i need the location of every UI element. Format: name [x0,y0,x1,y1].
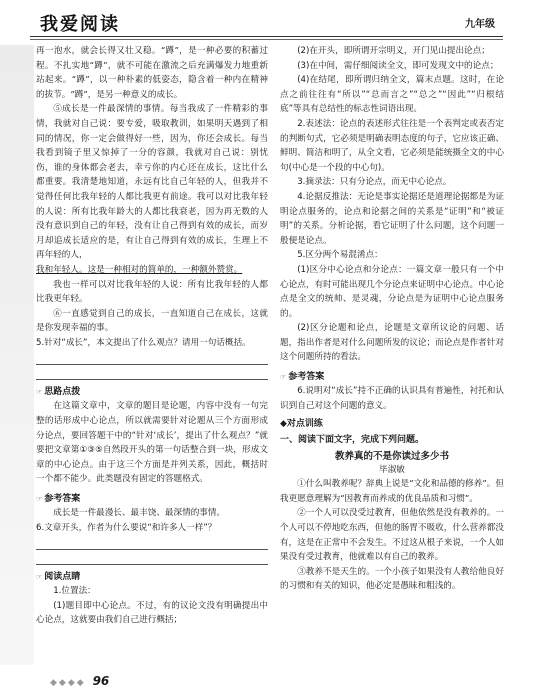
article-title: 教养真的不是你读过多少书 [334,451,449,463]
answer-label: ☞ 参考答案 [280,372,325,383]
marker-icon: ☞ [36,573,43,582]
marker-icon: ☞ [280,373,287,382]
article-para: ②一个人可以没受过教育，但他依然是没有教养的。一个人可以不停地吃东西，但他的肠胃不吸收，什么营养都没有，这是在正常中不会发生。不过这从根子来说，一个人如果没有受过教育，他就难以有自己的教养。 [280,508,504,563]
logo-title: 我爱阅读 [40,14,120,35]
answer-line[interactable] [36,366,268,380]
thinking-label: ☞ 思路点拨 [36,387,81,398]
answer-text: 成长是一件最漫长、最丰饶、最深情的事情。 [53,508,226,519]
reading-item: 1.位置法： [53,586,96,597]
underlined-sentence: 我和年轻人。这是一种相对的简单的，一种额外赞赏。 [36,264,243,275]
article-para: ③教养不是天生的。一个小孩子如果没有人教给他良好的习惯和有关的知识，他必定是愚昧和粗浅的。 [280,566,504,592]
left-column [36,44,268,628]
method-item: 3.摘录法：只有分论点，而无中心论点。 [297,177,452,188]
page-footer [50,674,109,688]
decorative-side-strip [0,45,34,665]
method-item: 5.区分两个易混淆点： [297,250,383,261]
passage-para: ⑥一直感觉到自己的成长，一直知道自己在成长，这就是你发现幸福的事。 [36,308,268,334]
marker-icon: ☞ [36,495,43,504]
diamond-decoration: ◆◆◆◆ [50,678,86,688]
method-item: (2)在开头，即所谓开宗明义，开门见山提出论点； [297,46,490,56]
method-item: (1)区分中心论点和分论点：一篇文章一般只有一个中心论点，有时可能出现几个分论点来证明中心论点。中心论点是全文的统帅、是灵魂，分论点是为证明中心论点服务的。 [280,264,504,319]
part-instruction: 一、阅读下面文字，完成下列问题。 [280,435,425,446]
answer-line[interactable] [36,536,268,550]
thinking-text: 在这篇文章中，文章的题目是论题，内容中没有一句完整的话形成中心论点，所以就需要针对论题从三个方面形成分论点，要回答题干中的“针对‘成长’，提出了什么观点？”就要把文章第①③⑤自然段开头的第一句话整合到一块，形成文章的中心论点。由于这三个方面是并列关系，因此，概括时一个都不能少。此类题没有固定的答题格式。 [36,401,268,485]
passage-para: ⑤成长是一件最深情的事情。每当我成了一件精彩的事情，我就对自己说：要专爱，吸取教训，如果明天遇到了相同的情况，你一定会做得好一些，因为，你还会成长。每当我看到镜子里又惊掉了一分的容颜，我就对自己说：别忧伤，谁的身体都会老去，幸亏你的内心还在成长，这比什么都重要。我清楚地知道，永远有比自己年轻的人，但我并不觉得任何比我年轻的人都比我更有前途。我可以对比我年轻的人说：所有比我年龄大的人都比我衰老，因为再无数的人没有意识到自己的年轻，没有让自己得到有效的成长，而岁月却追成长适应的是，有让自己得到有效的成长，生理上不再年轻的人， [36,104,268,261]
method-item: (3)在中间，需仔细阅读全文，即可发现文中的论点； [297,60,499,71]
header-rule-thin [30,39,503,40]
answer-line[interactable] [36,351,268,365]
passage-para: 我也一样可以对比我年轻的人说：所有比我年轻的人都比我更年轻。 [36,279,268,305]
reading-label: ☞ 阅读点睛 [36,572,81,583]
marker-icon: ☞ [36,388,43,397]
grade-label: 九年级 [465,19,495,30]
answer-line[interactable] [36,551,268,565]
section-title: ◆对点训练 [280,419,323,430]
passage-para: 再一泡水，就会长得又壮又稳。“蹲”，是一种必要的积蓄过程。不扎实地“蹲”，就不可能在激流之后充满爆发力地重新站起来。“蹲”，以一种朴素的低姿态，隐含着一种内在精神的拔节。“蹲”，是另一种意义的成长。 [36,46,268,100]
question-5: 5.针对“成长”，本文提出了什么观点？请用一句话概括。 [36,337,251,348]
answer-6: 6.说明对“成长”持不正确的认识具有普遍性，衬托和认识到自己对这个问题的意义。 [280,386,504,411]
method-item: 4.论据反推法：无论是事实论据还是道理论据都是为证明论点服务的，论点和论据之间的关系是“证明”和“被证明”的关系。分析论据，看它证明了什么问题，这个问题一般便是论点。 [280,191,504,246]
right-column [280,44,504,594]
question-6: 6.文章开头，作者为什么要说“和许多人一样”？ [36,522,217,533]
method-item: 2.表述法：论点的表述形式往往是一个表判定或表否定的判断句式，它必须是明确表明态度的句子，它应该正确、鲜明、简洁和明了，从全文看，它必须是能统摄全文的中心句(中心是一个段的中心句)。 [280,118,504,173]
answer-label: ☞ 参考答案 [36,494,81,505]
article-author: 毕淑敏 [379,465,405,476]
method-item: (4)在结尾，即所谓归纳全文，篇末点题。这时，在论点之前往往有“所以”“总而言之”“总之”“因此”“归根结底”等具有总结性的标志性词语出现。 [280,75,504,115]
method-item: (2)区分论题和论点，论题是文章所议论的问题、话题，指出作者是对什么问题所发的议论；而论点是作者针对这个问题所持的看法。 [280,323,504,363]
header-rule [30,36,503,37]
reading-item: (1)题目即中心论点。不过，有的议论文没有明确提出中心论点，这就要由我们自己进行概括； [36,600,268,626]
page-header [0,0,533,40]
page-number: 96 [92,674,110,688]
article-para: ①什么叫教养呢？辞典上说是“文化和品德的修养”。但我更愿意理解为“因教育而养成的优良品质和习惯”。 [280,479,504,504]
